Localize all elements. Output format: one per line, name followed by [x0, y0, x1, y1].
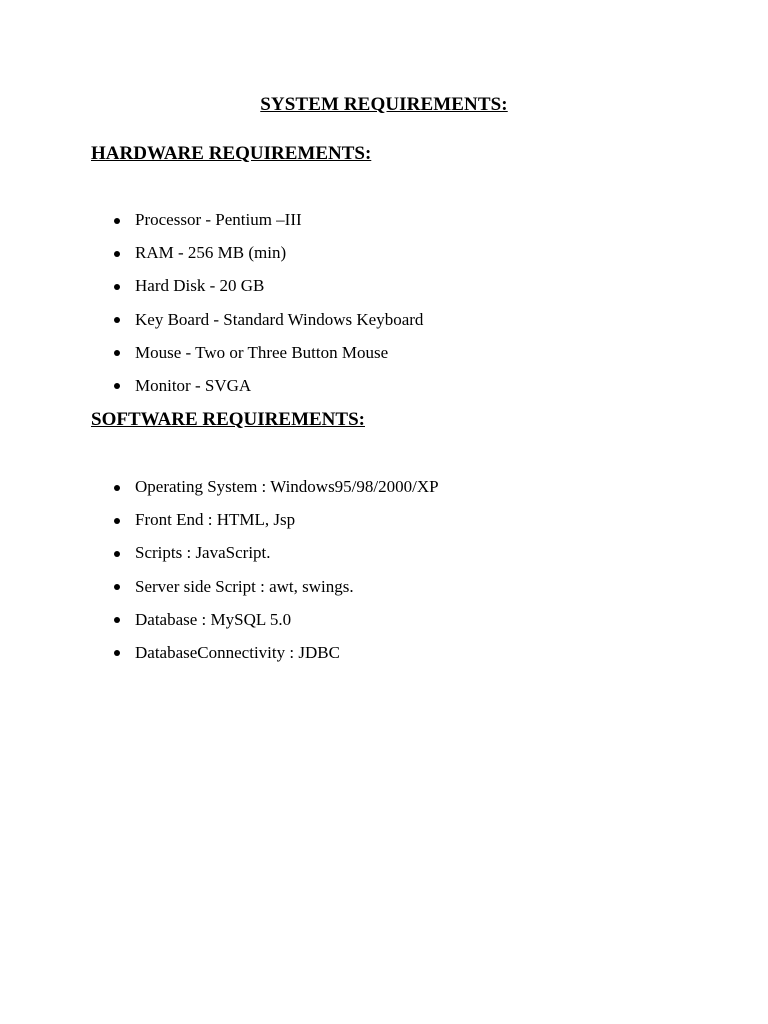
list-item-text: Monitor - SVGA	[135, 375, 252, 395]
software-heading: SOFTWARE REQUIREMENTS:	[91, 409, 365, 430]
bullet-icon	[114, 650, 120, 656]
list-item-text: Processor - Pentium –III	[135, 210, 302, 229]
bullet-icon	[114, 518, 120, 524]
list-item-text: RAM - 256 MB (min)	[135, 243, 287, 263]
bullet-icon	[114, 284, 120, 290]
bullet-icon	[114, 383, 120, 389]
list-item-text: Hard Disk - 20 GB	[135, 276, 265, 296]
bullet-icon	[114, 485, 120, 491]
bullet-icon	[114, 350, 120, 356]
list-item-text: Key Board - Standard Windows Keyboard	[135, 309, 424, 329]
bullet-icon	[114, 251, 120, 257]
bullet-icon	[114, 617, 120, 623]
list-item-text: Operating System : Windows95/98/2000/XP	[135, 477, 439, 496]
bullet-icon	[114, 551, 120, 557]
bullet-icon	[114, 584, 120, 590]
page-title: SYSTEM REQUIREMENTS:	[260, 94, 508, 115]
list-item-text: Scripts : JavaScript.	[135, 543, 271, 563]
bullet-icon	[114, 218, 120, 224]
hardware-heading: HARDWARE REQUIREMENTS:	[91, 143, 372, 164]
list-item-text: Server side Script : awt, swings.	[135, 576, 354, 596]
list-item-text: Database : MySQL 5.0	[135, 609, 292, 629]
list-item-text: DatabaseConnectivity : JDBC	[135, 642, 340, 662]
list-item-text: Mouse - Two or Three Button Mouse	[135, 342, 389, 362]
list-item-text: Front End : HTML, Jsp	[135, 510, 296, 530]
bullet-icon	[114, 317, 120, 323]
